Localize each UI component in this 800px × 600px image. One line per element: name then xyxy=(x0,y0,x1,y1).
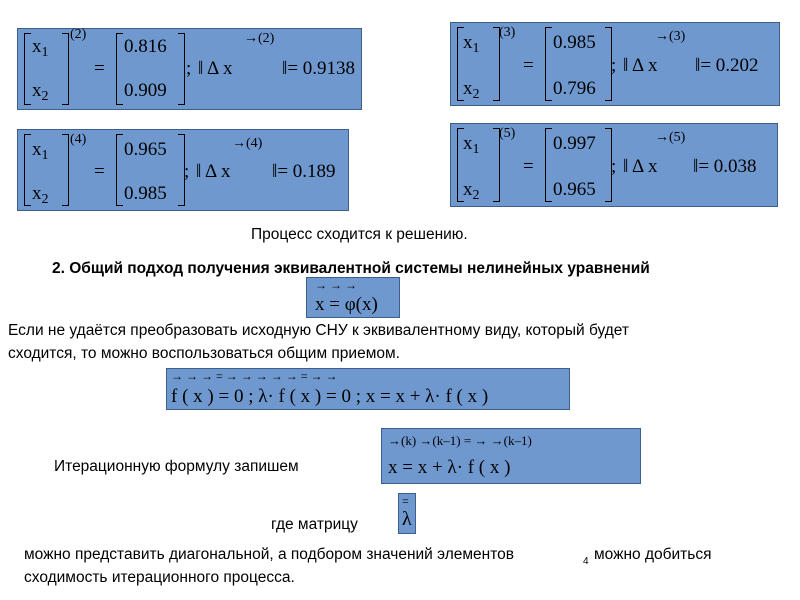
value-1: 0.816 xyxy=(124,36,167,57)
paragraph-1-line-2: сходится, то можно воспользоваться общим приемом. xyxy=(8,345,400,362)
value-1: 0.965 xyxy=(124,139,167,160)
iter-superscript: (2) xyxy=(70,27,87,42)
iteration-4-box: $x_1$ $x_2$ (4) = 0.965 0.985 ; ‖ Δ x →(4) ‖= 0.189 xyxy=(17,129,349,211)
paragraph-1-line-1: Если не удаётся преобразовать исходную СНУ к эквивалентному виду, который будет xyxy=(8,322,629,339)
iteration-3-box: $x_1$ $x_2$ (3) = 0.985 0.796 ; ‖ Δ x →(3) ‖= 0.202 xyxy=(450,22,780,106)
paragraph-2-line-1a: можно представить диагональной, а подбором значений элементов xyxy=(24,546,514,563)
value-2: 0.985 xyxy=(124,183,167,204)
value-1: 0.985 xyxy=(553,32,596,53)
iteration-formula-label: Итерационную формулу запишем xyxy=(54,458,299,475)
value-2: 0.796 xyxy=(553,78,596,99)
matrix-label: где матрицу xyxy=(271,516,358,533)
section-heading: 2. Общий подход получения эквивалентной системы нелинейных уравнений xyxy=(52,260,650,277)
value-2: 0.965 xyxy=(553,179,596,200)
iteration-2-box: $x_1$ $x_2$ (2) = 0.816 0.909 ; ‖ Δ x →(2) ‖= 0.9138 xyxy=(17,28,362,110)
equation-fixed-point: → → → x = φ(x) xyxy=(306,277,400,318)
iteration-5-box: $x_1$ $x_2$ (5) = 0.997 0.965 ; ‖ Δ x →(5) ‖= 0.038 xyxy=(450,123,778,207)
equation-iteration: →(k) →(k–1) = → →(k–1) x = x + λ· f ( x ) xyxy=(381,428,641,484)
value-1: 0.997 xyxy=(553,133,596,154)
paragraph-2-line-1b: можно добиться xyxy=(594,546,712,563)
value-2: 0.909 xyxy=(124,80,167,101)
equation-lambda-matrix: = λ xyxy=(398,493,416,534)
equation-general-form: → → → = → → → → → = → → f ( x ) = 0 ; λ· f ( x ) = 0 ; x = x + λ· f ( x ) xyxy=(166,368,570,410)
page-number: 4 xyxy=(583,556,589,567)
paragraph-2-line-2: сходимость итерационного процесса. xyxy=(24,569,295,586)
converges-text: Процесс сходится к решению. xyxy=(251,226,468,243)
